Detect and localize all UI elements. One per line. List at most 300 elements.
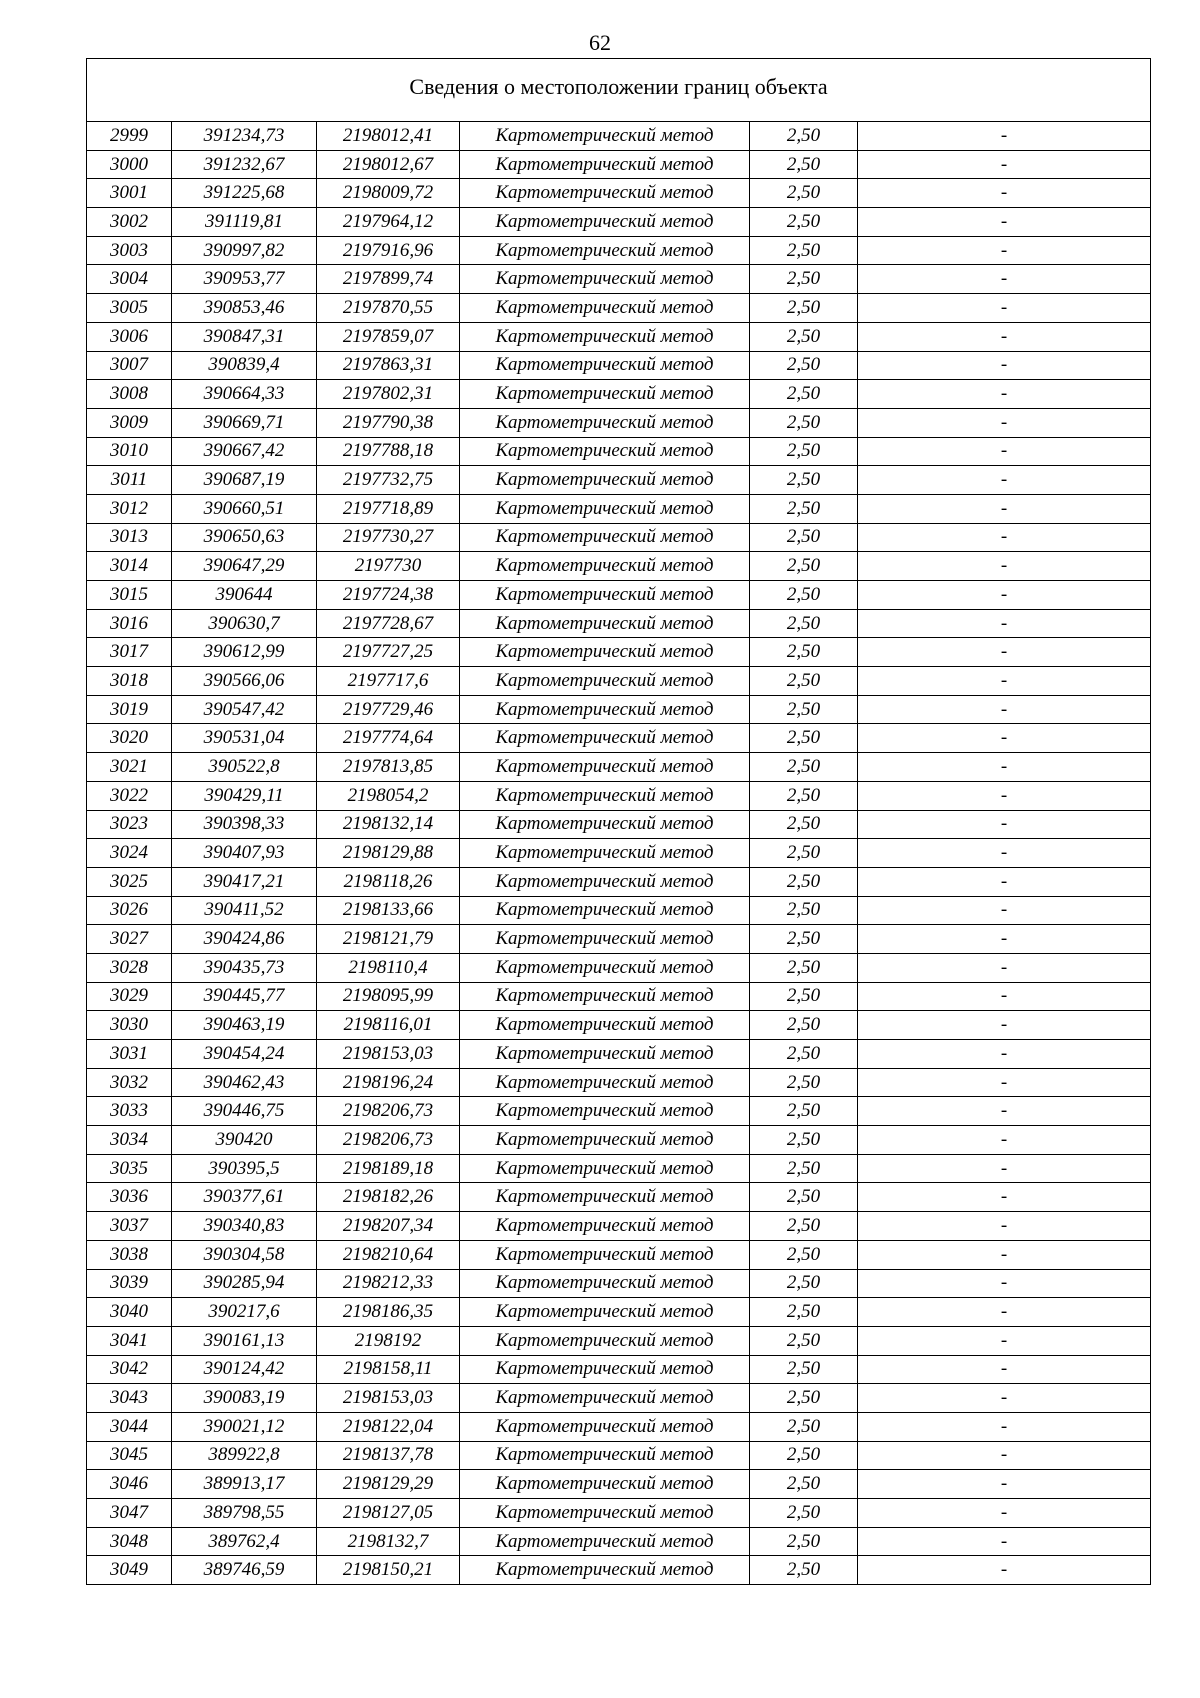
- cell-description: -: [858, 122, 1151, 151]
- cell-point-number: 3042: [87, 1355, 172, 1384]
- cell-y-coordinate: 2197964,12: [317, 208, 460, 237]
- cell-method: Картометрический метод: [460, 953, 750, 982]
- cell-y-coordinate: 2198132,14: [317, 810, 460, 839]
- cell-y-coordinate: 2198122,04: [317, 1412, 460, 1441]
- cell-method: Картометрический метод: [460, 294, 750, 323]
- table-title: Сведения о местоположении границ объекта: [87, 59, 1151, 122]
- cell-description: -: [858, 150, 1151, 179]
- table-row: [87, 1441, 1151, 1470]
- cell-description: -: [858, 351, 1151, 380]
- cell-method: Картометрический метод: [460, 1384, 750, 1413]
- cell-description: -: [858, 581, 1151, 610]
- cell-x-coordinate: 390161,13: [172, 1326, 317, 1355]
- cell-method: Картометрический метод: [460, 1154, 750, 1183]
- cell-description: -: [858, 466, 1151, 495]
- cell-point-number: 3007: [87, 351, 172, 380]
- table-row: [87, 810, 1151, 839]
- table-row: [87, 982, 1151, 1011]
- cell-accuracy: 2,50: [750, 265, 858, 294]
- cell-x-coordinate: 390531,04: [172, 724, 317, 753]
- cell-point-number: 3030: [87, 1011, 172, 1040]
- cell-point-number: 3039: [87, 1269, 172, 1298]
- cell-description: -: [858, 1355, 1151, 1384]
- cell-x-coordinate: 390435,73: [172, 953, 317, 982]
- cell-method: Картометрический метод: [460, 208, 750, 237]
- cell-method: Картометрический метод: [460, 122, 750, 151]
- cell-description: -: [858, 609, 1151, 638]
- cell-point-number: 3006: [87, 322, 172, 351]
- table-row: [87, 1011, 1151, 1040]
- table-row: [87, 150, 1151, 179]
- page-number: 62: [589, 30, 611, 55]
- table-row: [87, 1154, 1151, 1183]
- cell-point-number: 3040: [87, 1298, 172, 1327]
- cell-y-coordinate: 2198196,24: [317, 1068, 460, 1097]
- table-row: [87, 839, 1151, 868]
- cell-accuracy: 2,50: [750, 1384, 858, 1413]
- cell-description: -: [858, 638, 1151, 667]
- cell-x-coordinate: 389922,8: [172, 1441, 317, 1470]
- cell-x-coordinate: 390417,21: [172, 867, 317, 896]
- table-row: [87, 466, 1151, 495]
- cell-description: -: [858, 724, 1151, 753]
- cell-accuracy: 2,50: [750, 466, 858, 495]
- cell-x-coordinate: 390420: [172, 1126, 317, 1155]
- cell-y-coordinate: 2198206,73: [317, 1126, 460, 1155]
- cell-y-coordinate: 2197717,6: [317, 667, 460, 696]
- cell-point-number: 3045: [87, 1441, 172, 1470]
- cell-accuracy: 2,50: [750, 810, 858, 839]
- table-row: [87, 1470, 1151, 1499]
- cell-x-coordinate: 390667,42: [172, 437, 317, 466]
- cell-accuracy: 2,50: [750, 1556, 858, 1585]
- table-row: [87, 122, 1151, 151]
- cell-method: Картометрический метод: [460, 581, 750, 610]
- cell-y-coordinate: 2197813,85: [317, 753, 460, 782]
- cell-description: -: [858, 1384, 1151, 1413]
- cell-description: -: [858, 1441, 1151, 1470]
- cell-accuracy: 2,50: [750, 294, 858, 323]
- table-row: [87, 695, 1151, 724]
- cell-x-coordinate: 390424,86: [172, 925, 317, 954]
- cell-method: Картометрический метод: [460, 150, 750, 179]
- cell-method: Картометрический метод: [460, 1412, 750, 1441]
- table-row: [87, 1412, 1151, 1441]
- table-row: [87, 896, 1151, 925]
- cell-point-number: 3046: [87, 1470, 172, 1499]
- cell-point-number: 3025: [87, 867, 172, 896]
- cell-y-coordinate: 2197730,27: [317, 523, 460, 552]
- cell-x-coordinate: 390566,06: [172, 667, 317, 696]
- cell-x-coordinate: 390454,24: [172, 1040, 317, 1069]
- table-row: [87, 1040, 1151, 1069]
- table-row: [87, 1326, 1151, 1355]
- cell-x-coordinate: 390839,4: [172, 351, 317, 380]
- cell-accuracy: 2,50: [750, 1527, 858, 1556]
- cell-description: -: [858, 1240, 1151, 1269]
- table-row: [87, 1556, 1151, 1585]
- cell-method: Картометрический метод: [460, 1212, 750, 1241]
- cell-description: -: [858, 1126, 1151, 1155]
- cell-description: -: [858, 179, 1151, 208]
- cell-point-number: 3000: [87, 150, 172, 179]
- cell-method: Картометрический метод: [460, 724, 750, 753]
- cell-y-coordinate: 2197718,89: [317, 494, 460, 523]
- cell-y-coordinate: 2197727,25: [317, 638, 460, 667]
- cell-accuracy: 2,50: [750, 638, 858, 667]
- cell-method: Картометрический метод: [460, 1355, 750, 1384]
- cell-point-number: 3029: [87, 982, 172, 1011]
- cell-description: -: [858, 1183, 1151, 1212]
- table-row: [87, 638, 1151, 667]
- cell-x-coordinate: 390853,46: [172, 294, 317, 323]
- table-row: [87, 1499, 1151, 1528]
- cell-method: Картометрический метод: [460, 896, 750, 925]
- cell-x-coordinate: 390687,19: [172, 466, 317, 495]
- cell-y-coordinate: 2197788,18: [317, 437, 460, 466]
- cell-point-number: 3015: [87, 581, 172, 610]
- table-row: [87, 265, 1151, 294]
- table-body: [87, 59, 1151, 1585]
- cell-description: -: [858, 1412, 1151, 1441]
- cell-accuracy: 2,50: [750, 380, 858, 409]
- cell-method: Картометрический метод: [460, 380, 750, 409]
- cell-y-coordinate: 2198158,11: [317, 1355, 460, 1384]
- cell-point-number: 3010: [87, 437, 172, 466]
- cell-description: -: [858, 925, 1151, 954]
- cell-method: Картометрический метод: [460, 1126, 750, 1155]
- cell-accuracy: 2,50: [750, 953, 858, 982]
- cell-method: Картометрический метод: [460, 1527, 750, 1556]
- cell-y-coordinate: 2198110,4: [317, 953, 460, 982]
- cell-method: Картометрический метод: [460, 552, 750, 581]
- cell-method: Картометрический метод: [460, 466, 750, 495]
- cell-point-number: 3048: [87, 1527, 172, 1556]
- table-row: [87, 1126, 1151, 1155]
- cell-accuracy: 2,50: [750, 1470, 858, 1499]
- cell-y-coordinate: 2198192: [317, 1326, 460, 1355]
- cell-point-number: 3024: [87, 839, 172, 868]
- cell-method: Картометрический метод: [460, 1470, 750, 1499]
- cell-accuracy: 2,50: [750, 1240, 858, 1269]
- cell-x-coordinate: 390997,82: [172, 236, 317, 265]
- cell-accuracy: 2,50: [750, 1040, 858, 1069]
- cell-method: Картометрический метод: [460, 1298, 750, 1327]
- cell-point-number: 2999: [87, 122, 172, 151]
- cell-method: Картометрический метод: [460, 179, 750, 208]
- cell-y-coordinate: 2198012,41: [317, 122, 460, 151]
- cell-point-number: 3020: [87, 724, 172, 753]
- cell-x-coordinate: 390650,63: [172, 523, 317, 552]
- cell-x-coordinate: 390660,51: [172, 494, 317, 523]
- cell-x-coordinate: 390463,19: [172, 1011, 317, 1040]
- table-row: [87, 1183, 1151, 1212]
- cell-accuracy: 2,50: [750, 581, 858, 610]
- cell-x-coordinate: 390664,33: [172, 380, 317, 409]
- cell-description: -: [858, 1556, 1151, 1585]
- cell-description: -: [858, 695, 1151, 724]
- cell-point-number: 3002: [87, 208, 172, 237]
- cell-y-coordinate: 2198129,88: [317, 839, 460, 868]
- cell-point-number: 3043: [87, 1384, 172, 1413]
- table-row: [87, 667, 1151, 696]
- cell-point-number: 3009: [87, 408, 172, 437]
- cell-method: Картометрический метод: [460, 925, 750, 954]
- cell-method: Картометрический метод: [460, 494, 750, 523]
- cell-description: -: [858, 982, 1151, 1011]
- cell-y-coordinate: 2198212,33: [317, 1269, 460, 1298]
- cell-accuracy: 2,50: [750, 1499, 858, 1528]
- cell-y-coordinate: 2197729,46: [317, 695, 460, 724]
- cell-accuracy: 2,50: [750, 609, 858, 638]
- cell-x-coordinate: 390612,99: [172, 638, 317, 667]
- table-row: [87, 437, 1151, 466]
- cell-description: -: [858, 322, 1151, 351]
- cell-y-coordinate: 2198121,79: [317, 925, 460, 954]
- cell-description: -: [858, 667, 1151, 696]
- cell-accuracy: 2,50: [750, 1441, 858, 1470]
- cell-description: -: [858, 265, 1151, 294]
- table-row: [87, 1097, 1151, 1126]
- cell-point-number: 3038: [87, 1240, 172, 1269]
- cell-accuracy: 2,50: [750, 724, 858, 753]
- cell-method: Картометрический метод: [460, 523, 750, 552]
- cell-y-coordinate: 2198118,26: [317, 867, 460, 896]
- table-row: [87, 1269, 1151, 1298]
- cell-method: Картометрический метод: [460, 265, 750, 294]
- table-row: [87, 236, 1151, 265]
- cell-description: -: [858, 953, 1151, 982]
- cell-x-coordinate: 391232,67: [172, 150, 317, 179]
- cell-y-coordinate: 2198095,99: [317, 982, 460, 1011]
- cell-accuracy: 2,50: [750, 1126, 858, 1155]
- cell-y-coordinate: 2198116,01: [317, 1011, 460, 1040]
- cell-x-coordinate: 390398,33: [172, 810, 317, 839]
- cell-x-coordinate: 390462,43: [172, 1068, 317, 1097]
- table-row: [87, 1355, 1151, 1384]
- cell-accuracy: 2,50: [750, 351, 858, 380]
- cell-method: Картометрический метод: [460, 1556, 750, 1585]
- cell-point-number: 3036: [87, 1183, 172, 1212]
- cell-point-number: 3003: [87, 236, 172, 265]
- cell-accuracy: 2,50: [750, 494, 858, 523]
- cell-x-coordinate: 389746,59: [172, 1556, 317, 1585]
- cell-method: Картометрический метод: [460, 236, 750, 265]
- cell-point-number: 3011: [87, 466, 172, 495]
- cell-method: Картометрический метод: [460, 839, 750, 868]
- cell-accuracy: 2,50: [750, 523, 858, 552]
- cell-accuracy: 2,50: [750, 896, 858, 925]
- cell-point-number: 3028: [87, 953, 172, 982]
- cell-accuracy: 2,50: [750, 1154, 858, 1183]
- cell-x-coordinate: 390847,31: [172, 322, 317, 351]
- cell-description: -: [858, 1212, 1151, 1241]
- cell-y-coordinate: 2197790,38: [317, 408, 460, 437]
- cell-method: Картометрический метод: [460, 867, 750, 896]
- cell-description: -: [858, 294, 1151, 323]
- cell-x-coordinate: 390285,94: [172, 1269, 317, 1298]
- cell-point-number: 3001: [87, 179, 172, 208]
- cell-accuracy: 2,50: [750, 236, 858, 265]
- cell-method: Картометрический метод: [460, 609, 750, 638]
- cell-x-coordinate: 390644: [172, 581, 317, 610]
- cell-description: -: [858, 1326, 1151, 1355]
- cell-method: Картометрический метод: [460, 1326, 750, 1355]
- cell-accuracy: 2,50: [750, 1355, 858, 1384]
- table-row: [87, 494, 1151, 523]
- cell-description: -: [858, 753, 1151, 782]
- cell-y-coordinate: 2198206,73: [317, 1097, 460, 1126]
- cell-accuracy: 2,50: [750, 1183, 858, 1212]
- cell-y-coordinate: 2197730: [317, 552, 460, 581]
- cell-x-coordinate: 390407,93: [172, 839, 317, 868]
- table-row: [87, 408, 1151, 437]
- cell-x-coordinate: 389762,4: [172, 1527, 317, 1556]
- table-row: [87, 351, 1151, 380]
- table-row: [87, 380, 1151, 409]
- cell-point-number: 3021: [87, 753, 172, 782]
- table-row: [87, 724, 1151, 753]
- cell-point-number: 3041: [87, 1326, 172, 1355]
- cell-x-coordinate: 390669,71: [172, 408, 317, 437]
- cell-accuracy: 2,50: [750, 1412, 858, 1441]
- cell-method: Картометрический метод: [460, 351, 750, 380]
- cell-description: -: [858, 896, 1151, 925]
- table-row: [87, 179, 1151, 208]
- cell-point-number: 3047: [87, 1499, 172, 1528]
- cell-method: Картометрический метод: [460, 638, 750, 667]
- cell-x-coordinate: 391119,81: [172, 208, 317, 237]
- cell-point-number: 3017: [87, 638, 172, 667]
- cell-accuracy: 2,50: [750, 753, 858, 782]
- cell-accuracy: 2,50: [750, 322, 858, 351]
- cell-y-coordinate: 2197916,96: [317, 236, 460, 265]
- cell-point-number: 3005: [87, 294, 172, 323]
- cell-accuracy: 2,50: [750, 150, 858, 179]
- cell-x-coordinate: 390411,52: [172, 896, 317, 925]
- cell-y-coordinate: 2198012,67: [317, 150, 460, 179]
- cell-method: Картометрический метод: [460, 695, 750, 724]
- cell-description: -: [858, 236, 1151, 265]
- cell-accuracy: 2,50: [750, 1298, 858, 1327]
- cell-y-coordinate: 2198132,7: [317, 1527, 460, 1556]
- cell-point-number: 3022: [87, 781, 172, 810]
- table-row: [87, 925, 1151, 954]
- table-title-row: [87, 59, 1151, 122]
- cell-y-coordinate: 2198133,66: [317, 896, 460, 925]
- cell-accuracy: 2,50: [750, 552, 858, 581]
- cell-x-coordinate: 390124,42: [172, 1355, 317, 1384]
- cell-method: Картометрический метод: [460, 1240, 750, 1269]
- cell-point-number: 3037: [87, 1212, 172, 1241]
- table-row: [87, 1527, 1151, 1556]
- cell-point-number: 3019: [87, 695, 172, 724]
- table-row: [87, 781, 1151, 810]
- cell-x-coordinate: 389798,55: [172, 1499, 317, 1528]
- cell-accuracy: 2,50: [750, 208, 858, 237]
- cell-x-coordinate: 391234,73: [172, 122, 317, 151]
- cell-x-coordinate: 390304,58: [172, 1240, 317, 1269]
- cell-accuracy: 2,50: [750, 1068, 858, 1097]
- cell-description: -: [858, 408, 1151, 437]
- cell-method: Картометрический метод: [460, 408, 750, 437]
- cell-accuracy: 2,50: [750, 781, 858, 810]
- cell-description: -: [858, 1068, 1151, 1097]
- cell-x-coordinate: 390429,11: [172, 781, 317, 810]
- cell-x-coordinate: 390647,29: [172, 552, 317, 581]
- table-row: [87, 1068, 1151, 1097]
- cell-point-number: 3026: [87, 896, 172, 925]
- cell-method: Картометрический метод: [460, 1441, 750, 1470]
- cell-accuracy: 2,50: [750, 839, 858, 868]
- cell-x-coordinate: 390522,8: [172, 753, 317, 782]
- cell-point-number: 3049: [87, 1556, 172, 1585]
- cell-method: Картометрический метод: [460, 982, 750, 1011]
- cell-point-number: 3014: [87, 552, 172, 581]
- cell-x-coordinate: 390630,7: [172, 609, 317, 638]
- cell-method: Картометрический метод: [460, 1499, 750, 1528]
- cell-method: Картометрический метод: [460, 667, 750, 696]
- cell-x-coordinate: 390083,19: [172, 1384, 317, 1413]
- cell-description: -: [858, 523, 1151, 552]
- table-row: [87, 1384, 1151, 1413]
- cell-y-coordinate: 2198189,18: [317, 1154, 460, 1183]
- cell-accuracy: 2,50: [750, 1097, 858, 1126]
- cell-method: Картометрический метод: [460, 1011, 750, 1040]
- cell-x-coordinate: 390395,5: [172, 1154, 317, 1183]
- cell-point-number: 3033: [87, 1097, 172, 1126]
- cell-accuracy: 2,50: [750, 1212, 858, 1241]
- cell-y-coordinate: 2198182,26: [317, 1183, 460, 1212]
- cell-description: -: [858, 380, 1151, 409]
- cell-method: Картометрический метод: [460, 810, 750, 839]
- table-row: [87, 1212, 1151, 1241]
- cell-description: -: [858, 867, 1151, 896]
- cell-y-coordinate: 2197859,07: [317, 322, 460, 351]
- cell-y-coordinate: 2197774,64: [317, 724, 460, 753]
- cell-point-number: 3031: [87, 1040, 172, 1069]
- cell-accuracy: 2,50: [750, 925, 858, 954]
- cell-point-number: 3027: [87, 925, 172, 954]
- cell-x-coordinate: 390021,12: [172, 1412, 317, 1441]
- table-row: [87, 953, 1151, 982]
- cell-description: -: [858, 1499, 1151, 1528]
- cell-y-coordinate: 2198137,78: [317, 1441, 460, 1470]
- cell-method: Картометрический метод: [460, 1040, 750, 1069]
- cell-accuracy: 2,50: [750, 122, 858, 151]
- cell-y-coordinate: 2198150,21: [317, 1556, 460, 1585]
- boundary-coordinates-table: [86, 58, 1151, 1585]
- cell-x-coordinate: 390217,6: [172, 1298, 317, 1327]
- cell-description: -: [858, 437, 1151, 466]
- table-row: [87, 1240, 1151, 1269]
- cell-accuracy: 2,50: [750, 437, 858, 466]
- cell-description: -: [858, 552, 1151, 581]
- table-row: [87, 523, 1151, 552]
- cell-description: -: [858, 839, 1151, 868]
- cell-y-coordinate: 2198009,72: [317, 179, 460, 208]
- cell-y-coordinate: 2198153,03: [317, 1040, 460, 1069]
- cell-description: -: [858, 1154, 1151, 1183]
- cell-description: -: [858, 1040, 1151, 1069]
- cell-y-coordinate: 2198127,05: [317, 1499, 460, 1528]
- cell-description: -: [858, 1298, 1151, 1327]
- cell-accuracy: 2,50: [750, 1269, 858, 1298]
- table-row: [87, 208, 1151, 237]
- cell-y-coordinate: 2197802,31: [317, 380, 460, 409]
- cell-accuracy: 2,50: [750, 408, 858, 437]
- cell-x-coordinate: 390446,75: [172, 1097, 317, 1126]
